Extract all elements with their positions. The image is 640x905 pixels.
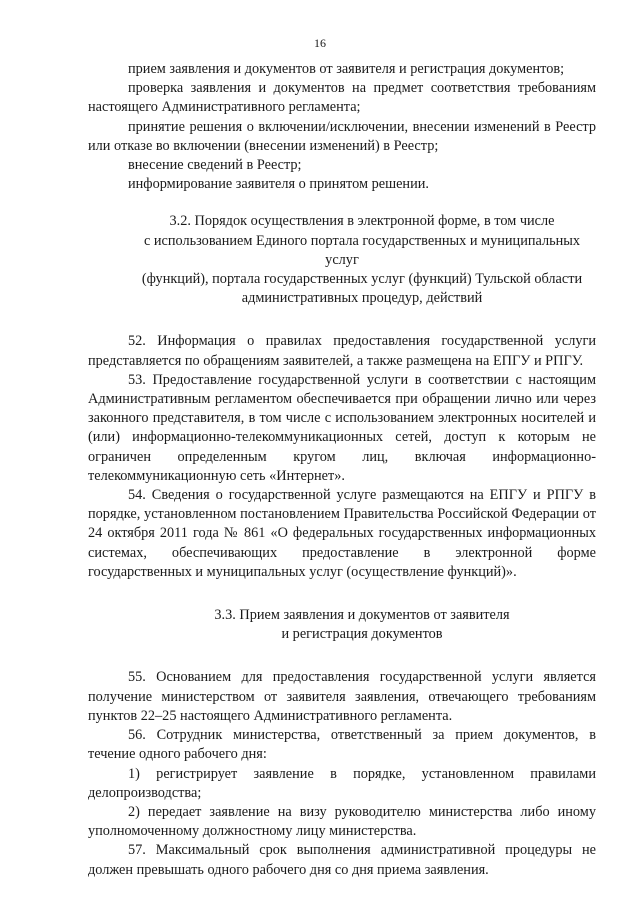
list-item: проверка заявления и документов на предмет соответствия требованиям настоящего Административного регламента; [88, 80, 596, 116]
heading-line: 3.2. Порядок осуществления в электронной форме, в том числе [169, 213, 555, 230]
page-number: 16 [314, 36, 326, 50]
section-3-3-heading [88, 606, 596, 644]
heading-line: административных процедур, действий [241, 290, 483, 307]
list-item: принятие решения о включении/исключении, внесении изменений в Реестр или отказе во включении (внесении изменений) в Реестр; [88, 118, 596, 154]
list-item: внесение сведений в Реестр; [128, 157, 302, 174]
section-3-2-heading [88, 212, 596, 308]
paragraph-52: 52. Информация о правилах предоставления государственной услуги представляется по обращениям заявителей, а также размещена на ЕПГУ и РПГУ. [88, 333, 596, 369]
heading-line: с использованием Единого портала государственных и муниципальных услуг [143, 232, 581, 268]
list-item: прием заявления и документов от заявителя и регистрация документов; [128, 61, 565, 77]
paragraph-54: 54. Сведения о государственной услуге размещаются на ЕПГУ и РПГУ в порядке, установленном постановлением Правительства Российской Федерации от 24 октября 2011 года № 861 «О федеральных государственных информационных системах, обеспечивающих предоставление в электронной форме государственных и муниципальных услуг (осуществление функций)». [88, 487, 596, 580]
paragraph-57: 57. Максимальный срок выполнения административной процедуры не должен превышать одного рабочего дня со дня приема заявления. [88, 842, 596, 878]
heading-line: (функций), портала государственных услуг (функций) Тульской области [141, 271, 583, 288]
paragraph-56: 56. Сотрудник министерства, ответственный за прием документов, в течение одного рабочего дня: [88, 727, 596, 763]
heading-line: и регистрация документов [281, 626, 443, 643]
paragraph-53: 53. Предоставление государственной услуги в соответствии с настоящим Административным регламентом обеспечивается при обращении лично или через законного представителя, в том числе с использованием электронных носителей и (или) информационно-телекоммуникационных сетей, доступ к которым не ограничен определенным кругом лиц, включая информационно-телекоммуникационную сеть «Интернет». [88, 371, 596, 484]
paragraph-56-item-2: 2) передает заявление на визу руководителю министерства либо иному уполномоченному должностному лицу министерства. [88, 803, 596, 840]
document-body [88, 60, 596, 880]
paragraph-55: 55. Основанием для предоставления государственной услуги является получение министерством от заявителя заявления, отвечающего требованиям пунктов 22–25 настоящего Административного регламента. [88, 669, 596, 724]
heading-line: 3.3. Прием заявления и документов от заявителя [214, 607, 510, 624]
list-item: информирование заявителя о принятом решении. [128, 176, 429, 193]
paragraph-56-item-1: 1) регистрирует заявление в порядке, установленном правилами делопроизводства; [88, 765, 596, 801]
